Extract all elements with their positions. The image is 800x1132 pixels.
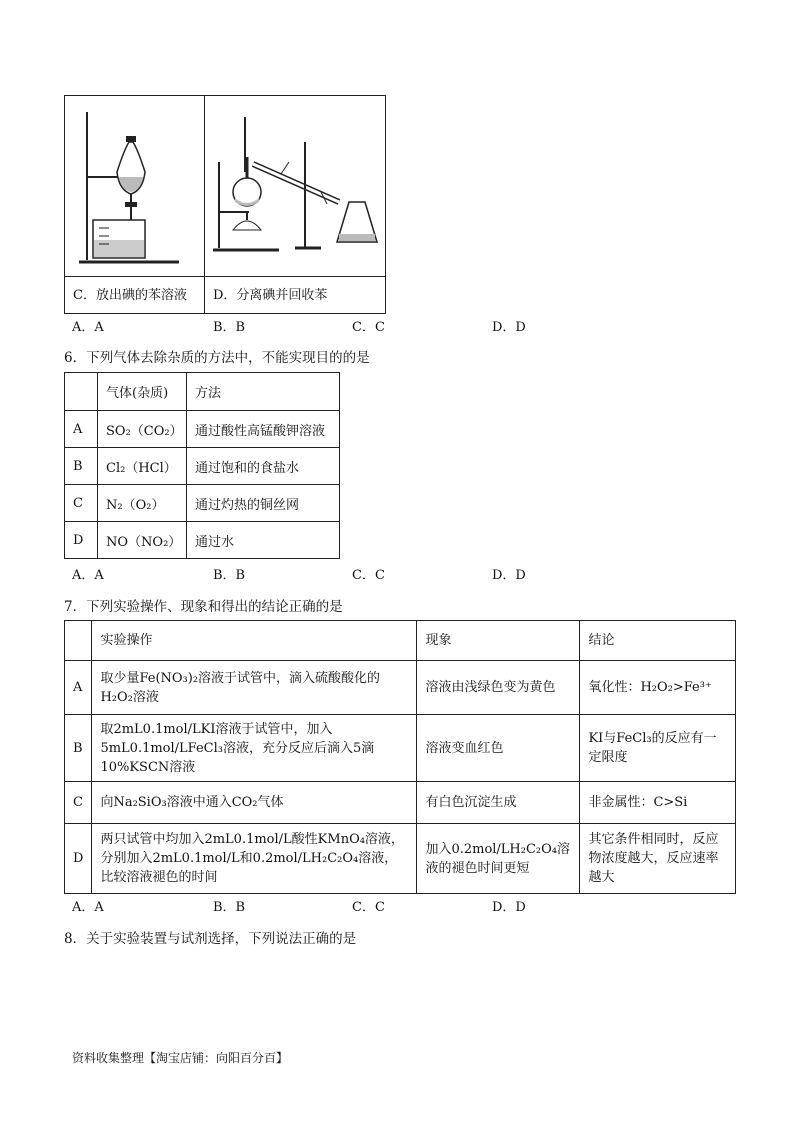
q7-row-operation: 取少量Fe(NO₃)₂溶液于试管中，滴入硫酸酸化的H₂O₂溶液 — [92, 661, 417, 715]
q6-row-gas: SO₂（CO₂） — [98, 411, 187, 448]
q6-option-a[interactable]: A．A — [72, 568, 104, 583]
q6-header-gas: 气体(杂质) — [98, 373, 187, 411]
q7-row-operation: 两只试管中均加入2mL0.1mol/L酸性KMnO₄溶液，分别加入2mL0.1mol/L和0.2mol/LH₂C₂O₄溶液，比较溶液褪色的时间 — [92, 824, 417, 894]
q7-option-b[interactable]: B．B — [213, 900, 246, 915]
q5-option-a[interactable]: A．A — [72, 320, 104, 335]
q7-header-conclusion: 结论 — [580, 621, 736, 661]
q7-row-label: B — [65, 715, 92, 782]
q6-row-gas: NO（NO₂） — [98, 522, 187, 559]
q6-row-method: 通过灼热的铜丝网 — [187, 485, 340, 522]
q6-header-empty — [65, 373, 98, 411]
q7-row-phenomenon: 溶液由浅绿色变为黄色 — [417, 661, 580, 715]
q7-row-label: A — [65, 661, 92, 715]
q7-stem: 7．下列实验操作、现象和得出的结论正确的是 — [64, 599, 343, 615]
apparatus-c-caption: C．放出碘的苯溶液 — [73, 288, 187, 303]
q7-row-conclusion: KI与FeCl₃的反应有一定限度 — [580, 715, 736, 782]
q7-row-label: D — [65, 824, 92, 894]
q6-row-label: C — [65, 485, 98, 522]
q6-row-method: 通过酸性高锰酸钾溶液 — [187, 411, 340, 448]
q7-header-operation: 实验操作 — [92, 621, 417, 661]
apparatus-d-caption: D．分离碘并回收苯 — [213, 288, 328, 303]
q5-option-b[interactable]: B．B — [213, 320, 246, 335]
page-footer: 资料收集整理【淘宝店铺：向阳百分百】 — [72, 1051, 289, 1065]
q7-table — [64, 620, 736, 894]
q6-row-method: 通过水 — [187, 522, 340, 559]
q6-table — [64, 372, 340, 559]
q7-header-phenomenon: 现象 — [417, 621, 580, 661]
q7-option-d[interactable]: D．D — [492, 900, 526, 915]
q7-row-phenomenon: 有白色沉淀生成 — [417, 782, 580, 824]
apparatus-figure-box — [64, 95, 386, 314]
separatory-funnel-image — [69, 102, 199, 272]
q5-option-c[interactable]: C．C — [352, 320, 385, 335]
q7-row-conclusion: 非金属性：C>Si — [580, 782, 736, 824]
q6-option-c[interactable]: C．C — [352, 568, 385, 583]
q6-row-label: A — [65, 411, 98, 448]
q6-row-gas: N₂（O₂） — [98, 485, 187, 522]
q7-option-c[interactable]: C．C — [352, 900, 385, 915]
distillation-apparatus-image — [209, 102, 381, 272]
q5-option-d[interactable]: D．D — [492, 320, 526, 335]
q7-row-conclusion: 其它条件相同时，反应物浓度越大，反应速率越大 — [580, 824, 736, 894]
q7-header-empty — [65, 621, 92, 661]
q7-option-a[interactable]: A．A — [72, 900, 104, 915]
q6-option-b[interactable]: B．B — [213, 568, 246, 583]
q7-row-phenomenon: 溶液变血红色 — [417, 715, 580, 782]
q6-option-d[interactable]: D．D — [492, 568, 526, 583]
q7-row-operation: 取2mL0.1mol/LKI溶液于试管中，加入5mL0.1mol/LFeCl₃溶液，充分反应后滴入5滴10%KSCN溶液 — [92, 715, 417, 782]
q6-row-label: D — [65, 522, 98, 559]
q6-stem: 6．下列气体去除杂质的方法中，不能实现目的的是 — [64, 350, 370, 366]
q8-stem: 8．关于实验装置与试剂选择，下列说法正确的是 — [64, 931, 357, 947]
q7-row-operation: 向Na₂SiO₃溶液中通入CO₂气体 — [92, 782, 417, 824]
q6-header-method: 方法 — [187, 373, 340, 411]
q7-row-phenomenon: 加入0.2mol/LH₂C₂O₄溶液的褪色时间更短 — [417, 824, 580, 894]
q7-row-conclusion: 氧化性：H₂O₂>Fe³⁺ — [580, 661, 736, 715]
q6-row-method: 通过饱和的食盐水 — [187, 448, 340, 485]
q7-row-label: C — [65, 782, 92, 824]
q6-row-label: B — [65, 448, 98, 485]
q6-row-gas: Cl₂（HCl） — [98, 448, 187, 485]
